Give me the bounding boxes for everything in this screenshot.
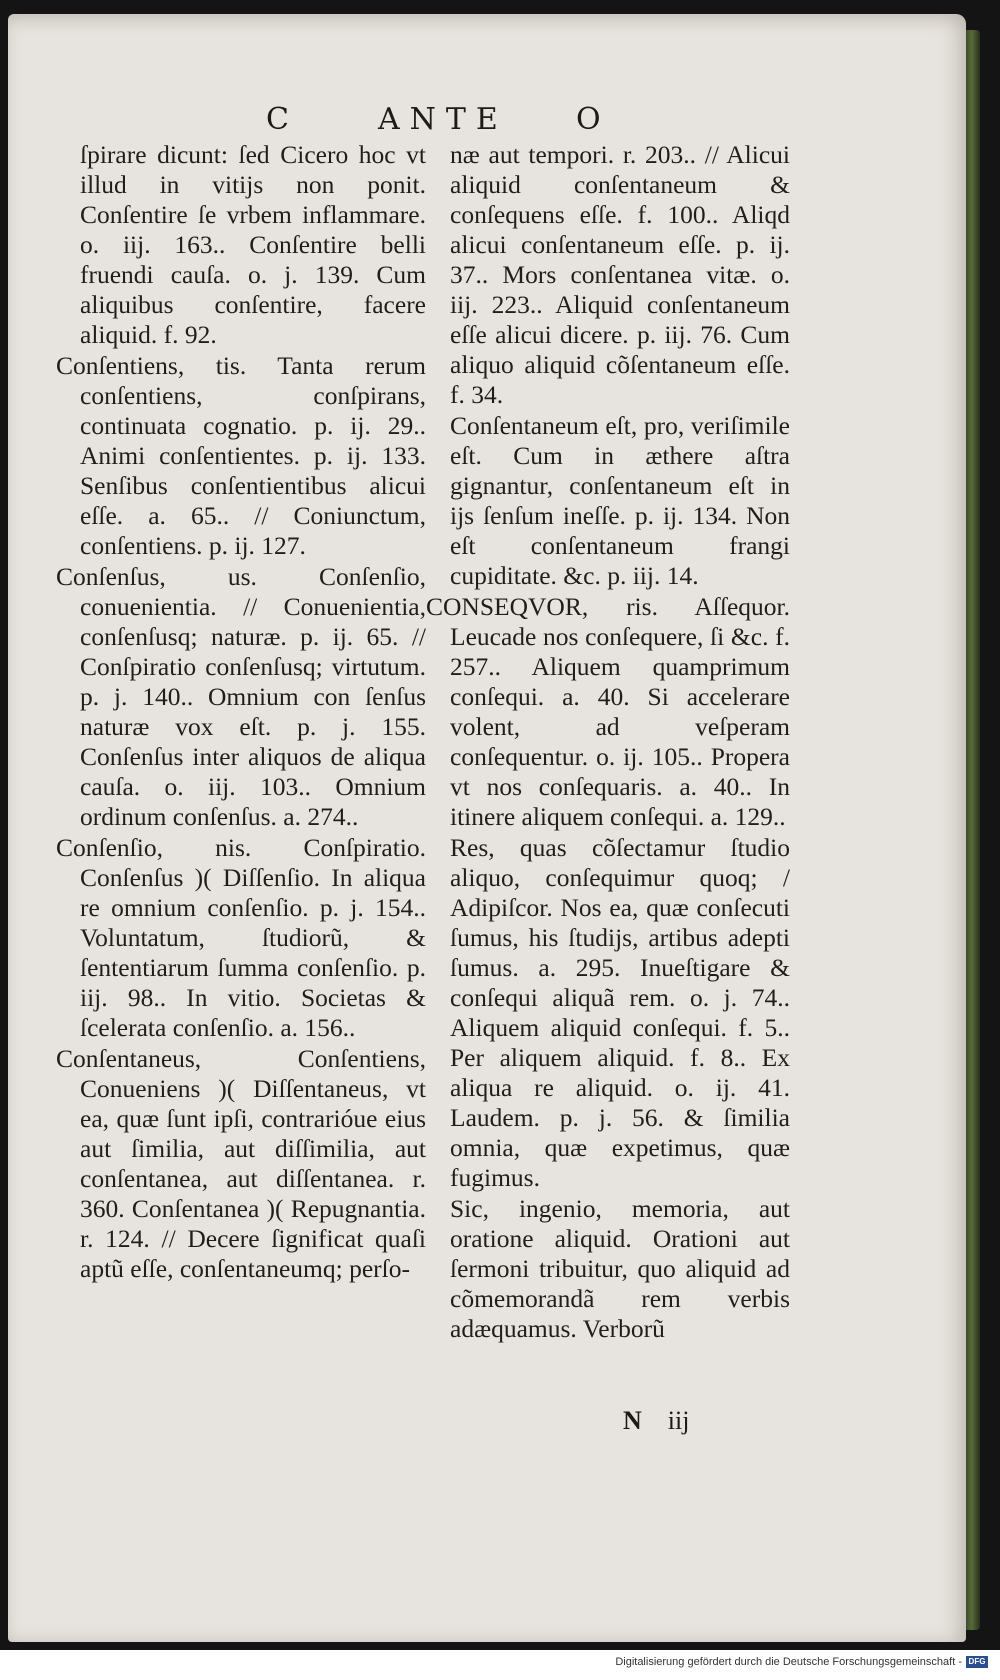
signature-mark [623, 1406, 733, 1442]
book-spine-edge [966, 30, 980, 1630]
entry-paragraph: Conſenſio, nis. Conſpiratio. Conſenſus )( Diſſenſio. In aliqua re omnium conſenſio. p. j. 154.. Voluntatum, ſtudiorũ, & ſententiarum ſumma conſenſio. p. iij. 98.. In vitio. Societas & ſcelerata conſenſio. a. 156.. [56, 833, 426, 1042]
entry-paragraph: Res, quas cõſectamur ſtudio aliquo, conſequimur quoq; / Adipiſcor. Nos ea, quæ conſecuti ſumus, his ſtudijs, artibus adepti ſumus. a. 295. Inueſtigare & conſequi aliquã rem. o. j. 74.. Aliquem aliquid conſequi. f. 5.. Per aliquem aliquid. f. 8.. Ex aliqua re aliquid. o. ij. 41. Laudem. p. j. 56. & ſimilia omnia, quæ expetimus, quæ fugimus. [450, 833, 790, 1192]
dfg-logo-icon: DFG [966, 1656, 988, 1668]
entry-paragraph: Conſenſus, us. Conſenſio, conuenientia. // Conuenientia, conſenſusq; naturæ. p. ij. 65. // Conſpiratio conſenſusq; virtutum. p. j. 140.. Omnium con ſenſus naturæ vox eſt. p. j. 155. Conſenſus inter aliquos de aliqua cauſa. o. iij. 103.. Omnium ordinum conſenſus. a. 274.. [56, 562, 426, 831]
signature-leaf: iij [667, 1406, 690, 1435]
credit-text: Digitalisierung gefördert durch die Deutsche Forschungsgemeinschaft - [615, 1656, 962, 1668]
entry-paragraph: Conſentaneus, Conſentiens, Conueniens )( Diſſentaneus, vt ea, quæ ſunt ipſi, contrarióue eius aut ſimilia, aut diſſimilia, aut conſentanea, aut diſſentanea. r. 360. Conſentanea )( Repugnantia. r. 124. // Decere ſignificat quaſi aptũ eſſe, conſentaneumq; perſo- [56, 1044, 426, 1283]
left-column [56, 140, 426, 1285]
entry-paragraph: Conſentiens, tis. Tanta rerum conſentiens, conſpirans, continuata cognatio. p. ij. 29.. Animi conſentientes. p. ij. 133. Senſibus conſentientibus alicui eſſe. a. 65.. // Coniunctum, conſentiens. p. ij. 127. [56, 351, 426, 560]
header-left: C [266, 102, 292, 137]
header-middle: ANTE [378, 102, 508, 137]
running-header [8, 102, 974, 142]
digitization-credit [615, 1656, 988, 1668]
entry-paragraph: Conſentaneum eſt, pro, veriſimile eſt. Cum in æthere aſtra gignantur, conſentaneum eſt in ijs ſenſum ineſſe. p. ij. 134. Non eſt conſentaneum frangi cupiditate. &c. p. iij. 14. [450, 411, 790, 590]
signature-letter: N [623, 1406, 642, 1435]
right-column [426, 140, 790, 1345]
header-right: O [576, 102, 604, 137]
entry-paragraph: ſpirare dicunt: ſed Cicero hoc vt illud in vitijs non ponit. Conſentire ſe vrbem inflammare. o. iij. 163.. Conſentire belli fruendi cauſa. o. j. 139. Cum aliquibus conſentire, facere aliquid. f. 92. [80, 140, 426, 349]
entry-paragraph: CONSEQVOR, ris. Aſſequor. Leucade nos conſequere, ſi &c. f. 257.. Aliquem quamprimum conſequi. a. 40. Si accelerare volent, ad veſperam conſequentur. o. ij. 105.. Propera vt nos conſequaris. a. 40.. In itinere aliquem conſequi. a. 129.. [426, 592, 790, 831]
entry-paragraph: Sic, ingenio, memoria, aut oratione aliquid. Orationi aut ſermoni tribuitur, quo aliquid ad cõmemorandã rem verbis adæquamus. Verborũ [450, 1194, 790, 1343]
entry-paragraph: næ aut tempori. r. 203.. // Alicui aliquid conſentaneum & conſequens eſſe. f. 100.. Aliqd alicui conſentaneum eſſe. p. ij. 37.. Mors conſentanea vitæ. o. iij. 223.. Aliquid conſentaneum eſſe alicui dicere. p. iij. 76. Cum aliquo aliquid cõſentaneum eſſe. f. 34. [450, 140, 790, 409]
book-page [8, 14, 966, 1642]
